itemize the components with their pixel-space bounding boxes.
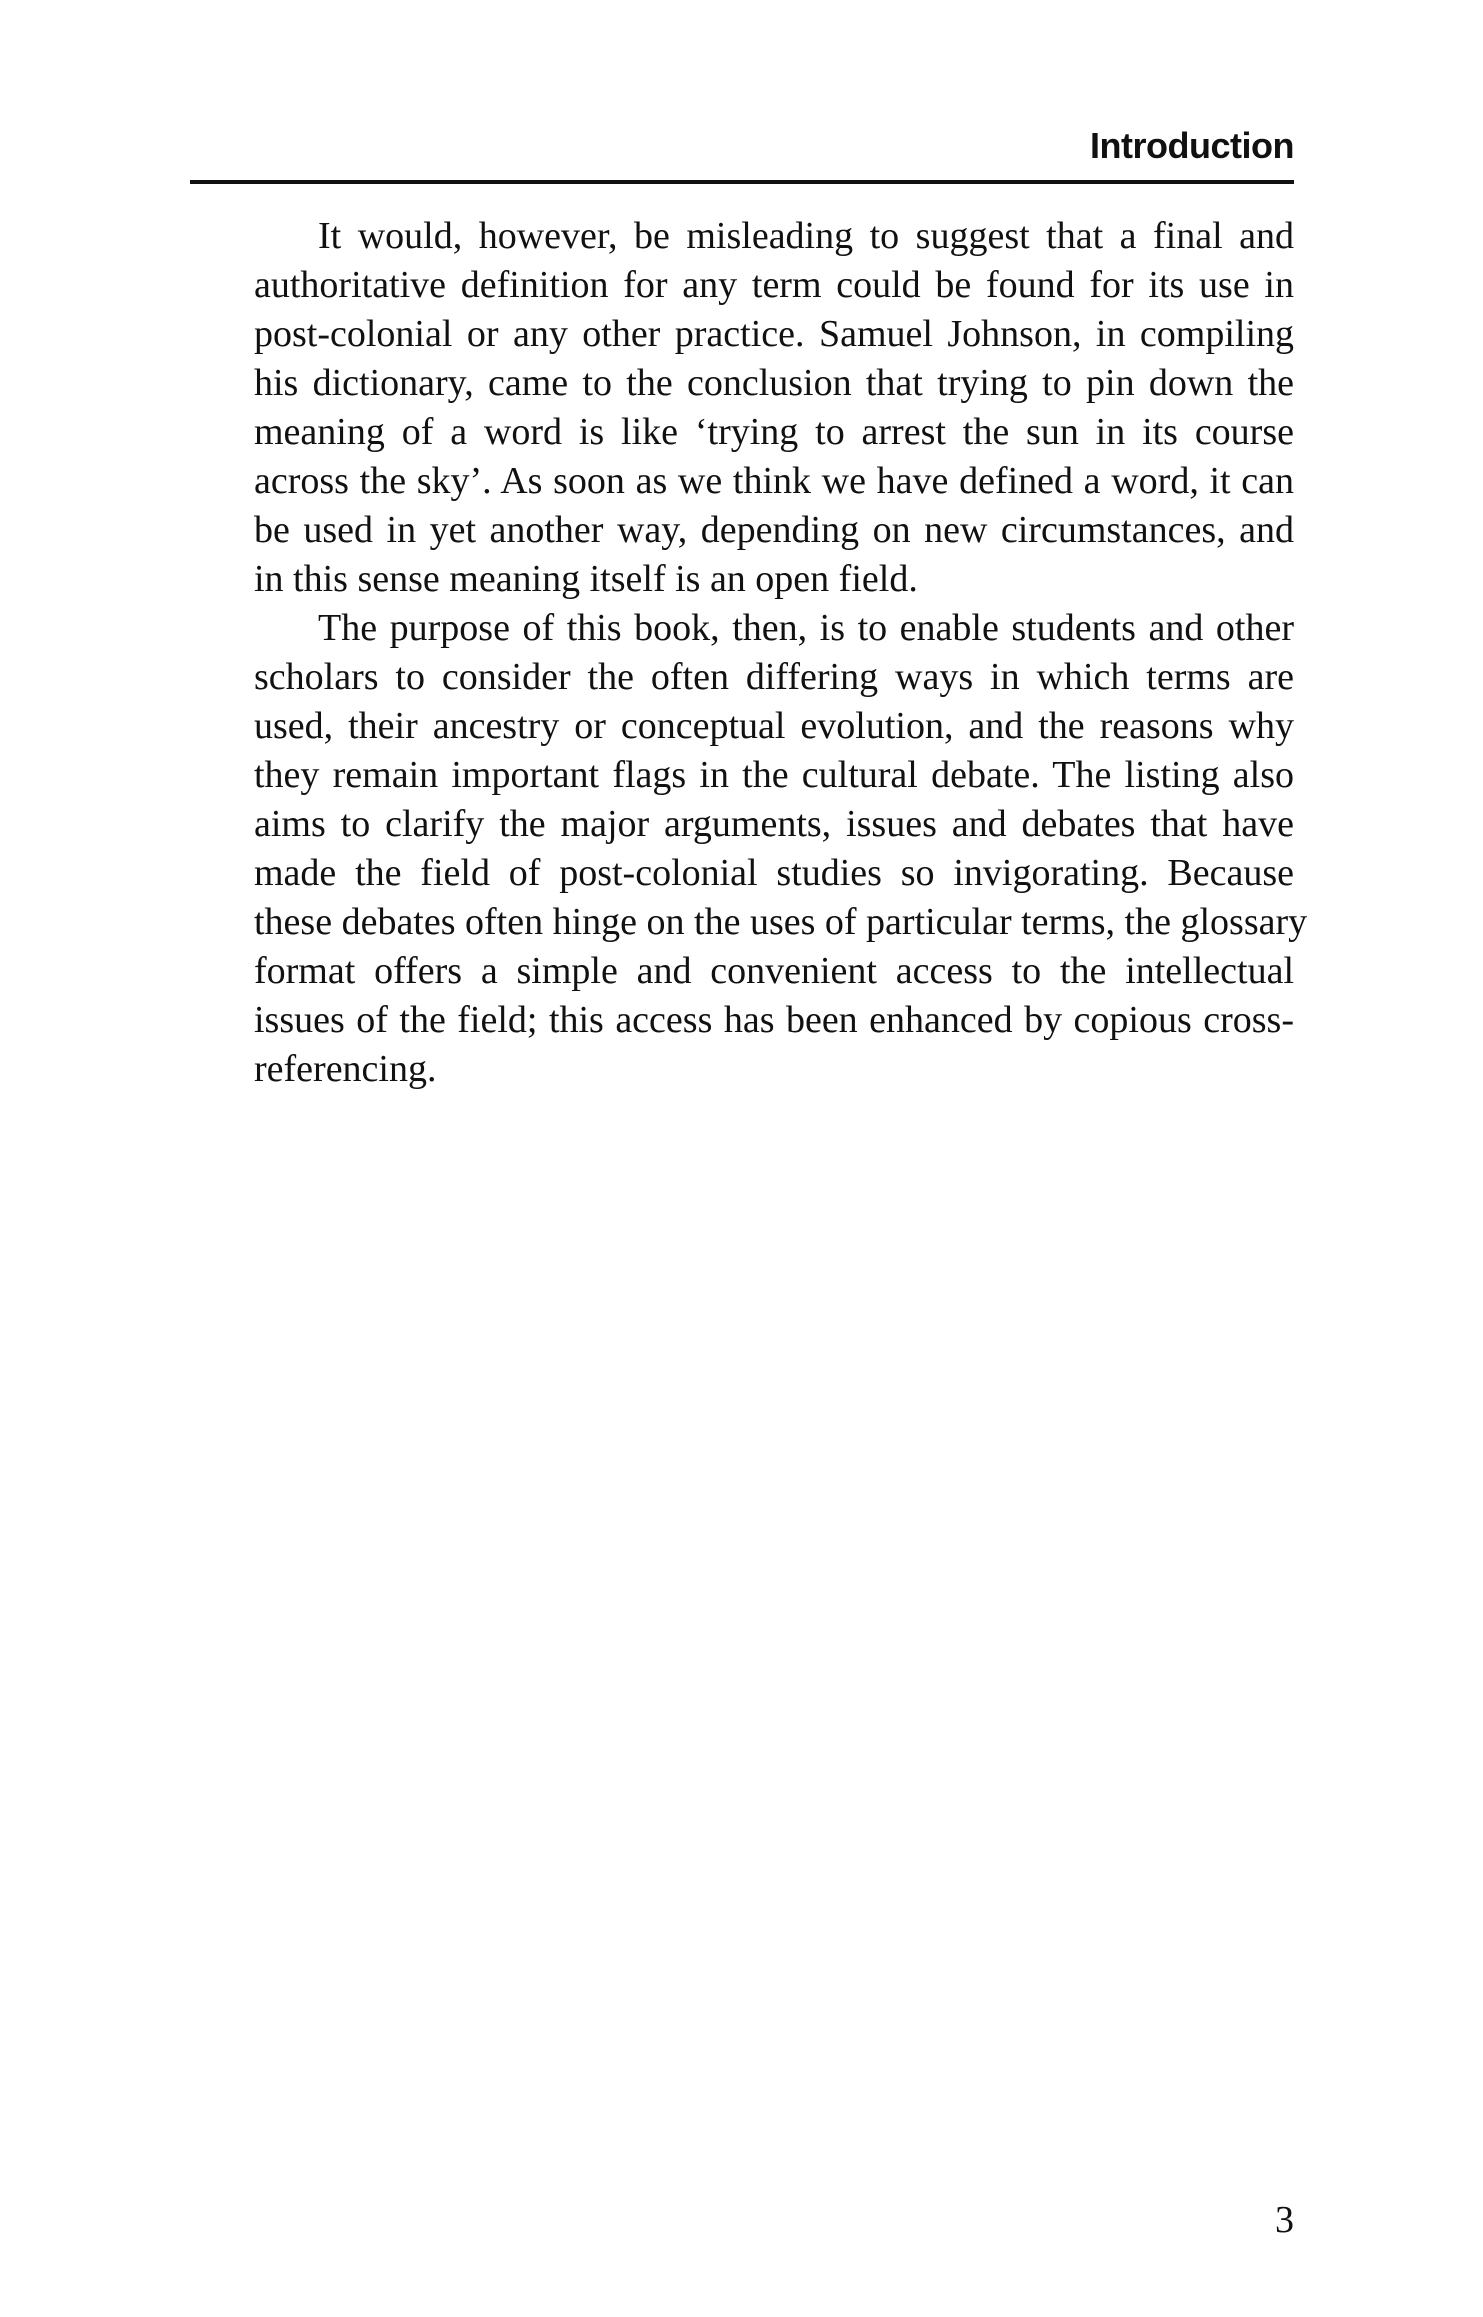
text-line: referencing.	[254, 1048, 437, 1090]
running-head-title: Introduction	[1090, 125, 1294, 166]
text-line: scholars to consider the often differing ways in which terms are	[254, 656, 1294, 698]
page-number: 3	[1275, 2199, 1294, 2241]
text-line: format offers a simple and convenient access to the intellectual	[254, 950, 1294, 992]
text-line: made the field of post-colonial studies so invigorating. Because	[254, 852, 1294, 894]
text-line: issues of the field; this access has been enhanced by copious cross-	[254, 999, 1294, 1041]
text-line: these debates often hinge on the uses of particular terms, the glossary	[254, 901, 1308, 943]
text-line: be used in yet another way, depending on new circumstances, and	[254, 509, 1294, 551]
text-line: The purpose of this book, then, is to enable students and other	[318, 607, 1294, 649]
text-line: across the sky’. As soon as we think we have defined a word, it can	[254, 460, 1294, 502]
text-line: meaning of a word is like ‘trying to arrest the sun in its course	[254, 411, 1294, 453]
text-line: aims to clarify the major arguments, issues and debates that have	[254, 803, 1294, 845]
text-line: his dictionary, came to the conclusion that trying to pin down the	[254, 362, 1294, 404]
text-line: authoritative definition for any term could be found for its use in	[254, 264, 1294, 306]
text-line: It would, however, be misleading to suggest that a final and	[318, 215, 1294, 257]
header-rule	[190, 180, 1294, 184]
text-line: in this sense meaning itself is an open field.	[254, 558, 918, 600]
body-text	[190, 212, 1308, 1094]
paragraph-1	[190, 212, 1294, 604]
text-line: used, their ancestry or conceptual evolution, and the reasons why	[254, 705, 1294, 747]
text-line: they remain important flags in the cultural debate. The listing also	[254, 754, 1294, 796]
paragraph-2	[190, 604, 1308, 1094]
text-line: post-colonial or any other practice. Samuel Johnson, in compiling	[254, 313, 1294, 355]
